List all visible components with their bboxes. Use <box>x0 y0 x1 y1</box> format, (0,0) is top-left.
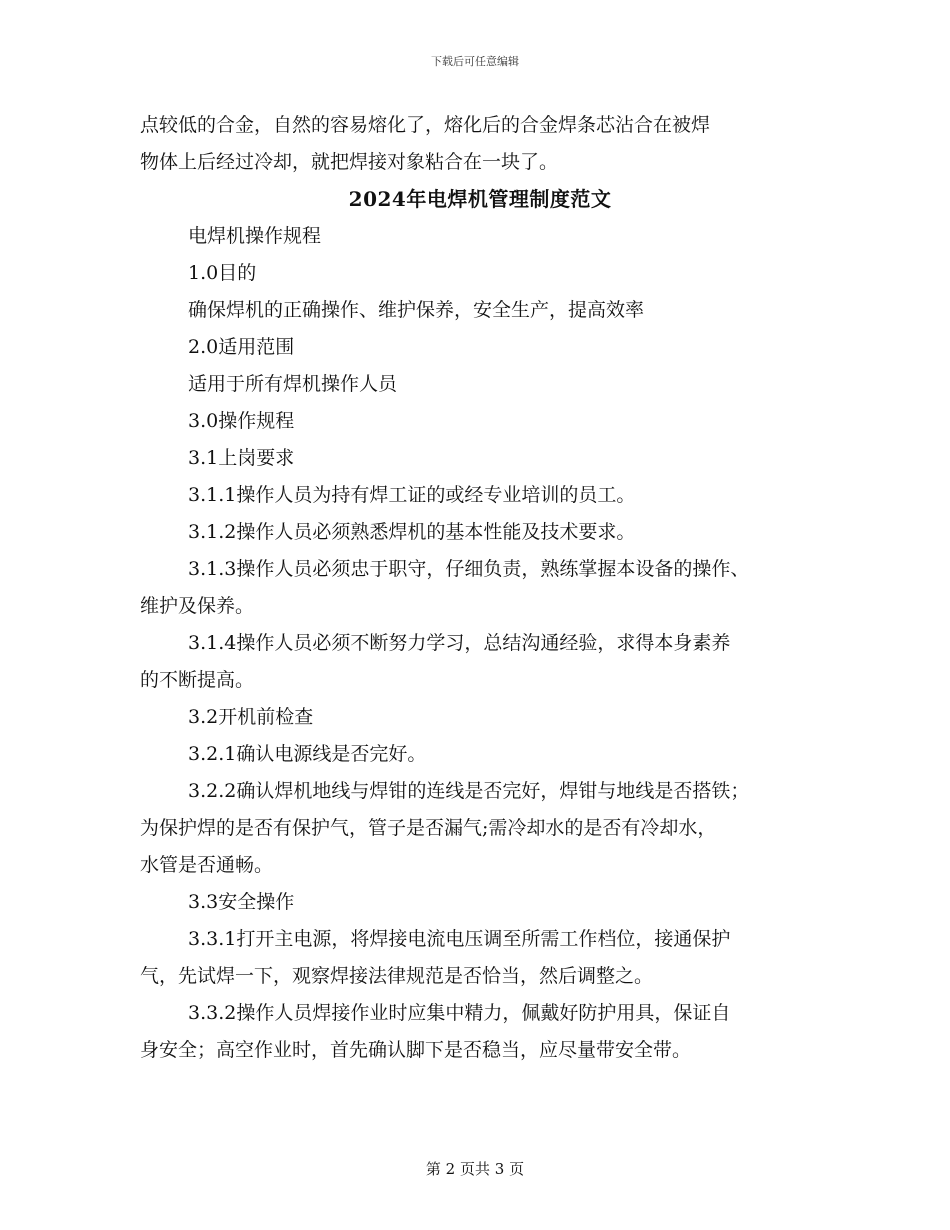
paragraph-line: 3.1.1操作人员为持有焊工证的或经专业培训的员工。 <box>188 484 636 506</box>
section-heading: 3.1上岗要求 <box>188 447 295 469</box>
page-number: 第 2 页共 3 页 <box>425 1160 525 1178</box>
paragraph-line: 3.2.1确认电源线是否完好。 <box>188 743 427 765</box>
paragraph-line: 3.1.2操作人员必须熟悉焊机的基本性能及技术要求。 <box>188 521 636 543</box>
paragraph-line: 3.1.4操作人员必须不断努力学习，总结沟通经验，求得本身素养 <box>188 632 731 654</box>
paragraph-line: 身安全；高空作业时，首先确认脚下是否稳当，应尽量带安全带。 <box>140 1039 692 1061</box>
paragraph-line: 3.2.2确认焊机地线与焊钳的连线是否完好，焊钳与地线是否搭铁； <box>188 780 750 802</box>
section-heading: 2.0适用范围 <box>188 336 295 358</box>
paragraph-line: 物体上后经过冷却，就把焊接对象粘合在一块了。 <box>140 151 559 173</box>
section-heading: 3.0操作规程 <box>188 410 295 432</box>
document-title: 2024年电焊机管理制度范文 <box>348 187 612 211</box>
paragraph-line: 的不断提高。 <box>140 669 255 691</box>
section-heading: 3.3安全操作 <box>188 891 295 913</box>
paragraph-line: 3.1.3操作人员必须忠于职守，仔细负责，熟练掌握本设备的操作、 <box>188 558 750 580</box>
paragraph-line: 适用于所有焊机操作人员 <box>188 373 398 395</box>
section-heading: 电焊机操作规程 <box>188 225 322 247</box>
paragraph-line: 确保焊机的正确操作、维护保养，安全生产，提高效率 <box>188 299 645 321</box>
paragraph-line: 为保护焊的是否有保护气，管子是否漏气;需冷却水的是否有冷却水， <box>140 817 717 839</box>
header-note: 下载后可任意编辑 <box>431 55 519 68</box>
paragraph-line: 3.3.1打开主电源，将焊接电流电压调至所需工作档位，接通保护 <box>188 928 731 950</box>
document-body <box>140 107 820 1069</box>
section-heading: 1.0目的 <box>188 262 257 284</box>
paragraph-line: 水管是否通畅。 <box>140 854 274 876</box>
paragraph-line: 维护及保养。 <box>140 595 255 617</box>
section-heading: 3.2开机前检查 <box>188 706 314 728</box>
paragraph-line: 气，先试焊一下，观察焊接法律规范是否恰当，然后调整之。 <box>140 965 654 987</box>
paragraph-line: 3.3.2操作人员焊接作业时应集中精力，佩戴好防护用具，保证自 <box>188 1002 731 1024</box>
paragraph-line: 点较低的合金，自然的容易熔化了，熔化后的合金焊条芯沾合在被焊 <box>140 114 711 136</box>
